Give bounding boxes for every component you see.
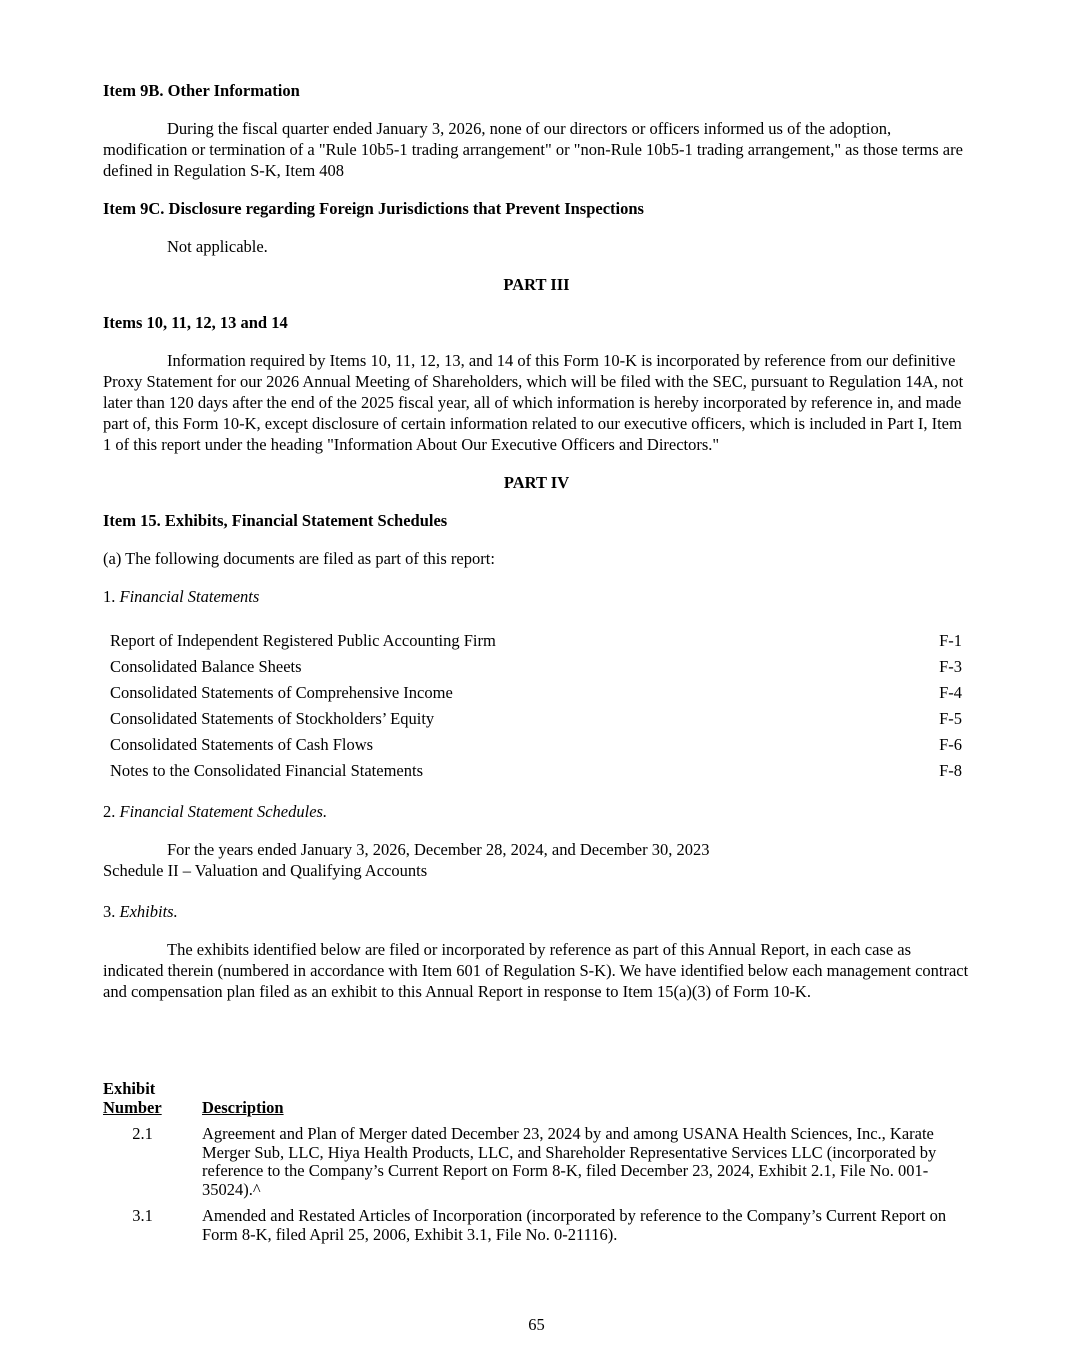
table-row [103, 1207, 970, 1244]
statement-page-ref: F-8 [939, 761, 962, 780]
schedules-title: Financial Statement Schedules. [119, 802, 328, 821]
statement-title: Consolidated Balance Sheets [110, 657, 302, 676]
statement-page-ref: F-3 [939, 657, 962, 676]
item-9b-paragraph: During the fiscal quarter ended January 3, 2026, none of our directors or officers informed us of the adoption, modification or termination of a "Rule 10b5-1 trading arrangement" or "non-Rule 10b5-1 trading arrangement," as those terms are defined in Regulation S-K, Item 408 [103, 119, 963, 180]
part-iv-heading: PART IV [503, 473, 570, 492]
item-9c-heading: Item 9C. Disclosure regarding Foreign Jurisdictions that Prevent Inspections [103, 199, 644, 218]
statement-title: Consolidated Statements of Comprehensive Income [110, 683, 453, 702]
exhibit-description: Amended and Restated Articles of Incorporation (incorporated by reference to the Company’s Current Report on Form 8-K, filed April 25, 2006, Exhibit 3.1, File No. 0-21116). [202, 1206, 947, 1244]
item-9c-text: Not applicable. [167, 237, 268, 256]
schedules-number: 2. [103, 802, 116, 821]
item-15-intro: (a) The following documents are filed as part of this report: [103, 549, 495, 568]
table-row [103, 1125, 970, 1199]
financial-statements-number: 1. [103, 587, 116, 606]
exhibit-number: 3.1 [132, 1206, 153, 1225]
exhibit-description-header: Description [202, 1097, 284, 1117]
exhibits-label [103, 901, 970, 922]
page-number: 65 [528, 1315, 545, 1334]
statement-page-ref: F-1 [939, 631, 962, 650]
table-row [103, 760, 970, 781]
exhibit-table [103, 1080, 970, 1244]
exhibit-number: 2.1 [132, 1124, 153, 1143]
statement-title: Report of Independent Registered Public Accounting Firm [110, 631, 496, 650]
schedules-label [103, 801, 970, 822]
item-15-heading: Item 15. Exhibits, Financial Statement Schedules [103, 511, 448, 530]
table-row [103, 734, 970, 755]
schedules-schedule-ii-line: Schedule II – Valuation and Qualifying Accounts [103, 861, 428, 880]
items-10-14-paragraph: Information required by Items 10, 11, 12, 13, and 14 of this Form 10-K is incorporated by reference from our definitive Proxy Statement for our 2026 Annual Meeting of Shareholders, which will be filed with the SEC, pursuant to Regulation 14A, not later than 120 days after the end of the 2025 fiscal year, all of which information is hereby incorporated by reference in, and made part of, this Form 10-K, except disclosure of certain information related to our executive officers, which is included in Part I, Item 1 of this report under the heading "Information About Our Executive Officers and Directors." [103, 351, 964, 454]
exhibit-number-header: Exhibit Number [103, 1079, 162, 1117]
statement-title: Consolidated Statements of Cash Flows [110, 735, 374, 754]
schedules-block [103, 839, 970, 881]
table-row [103, 656, 970, 677]
part-iii-heading: PART III [503, 275, 570, 294]
table-row [103, 708, 970, 729]
schedules-years-line: For the years ended January 3, 2026, December 28, 2024, and December 30, 2023 [167, 840, 710, 859]
exhibit-table-header [103, 1080, 970, 1117]
financial-statements-title: Financial Statements [119, 587, 260, 606]
exhibits-title: Exhibits. [119, 902, 178, 921]
exhibits-paragraph: The exhibits identified below are filed or incorporated by reference as part of this Annual Report, in each case as indicated therein (numbered in accordance with Item 601 of Regulation S-K). We have identified below each management contract and compensation plan filed as an exhibit to this Annual Report in response to Item 15(a)(3) of Form 10-K. [103, 940, 969, 1001]
exhibit-description: Agreement and Plan of Merger dated December 23, 2024 by and among USANA Health Sciences, Inc., Karate Merger Sub, LLC, Hiya Health Products, LLC, and Shareholder Representative Services LLC (incorporated by reference to the Company’s Current Report on Form 8-K, filed December 23, 2024, Exhibit 2.1, File No. 001-35024).^ [202, 1124, 937, 1199]
statement-title: Notes to the Consolidated Financial Statements [110, 761, 423, 780]
statement-title: Consolidated Statements of Stockholders’ Equity [110, 709, 435, 728]
item-9b-heading: Item 9B. Other Information [103, 81, 300, 100]
financial-statements-label [103, 586, 970, 607]
statement-page-ref: F-4 [939, 683, 962, 702]
table-row [103, 682, 970, 703]
statement-page-ref: F-5 [939, 709, 962, 728]
statement-page-ref: F-6 [939, 735, 962, 754]
table-row [103, 630, 970, 651]
items-10-14-heading: Items 10, 11, 12, 13 and 14 [103, 313, 288, 332]
financial-statements-table [103, 630, 970, 781]
exhibits-number: 3. [103, 902, 116, 921]
